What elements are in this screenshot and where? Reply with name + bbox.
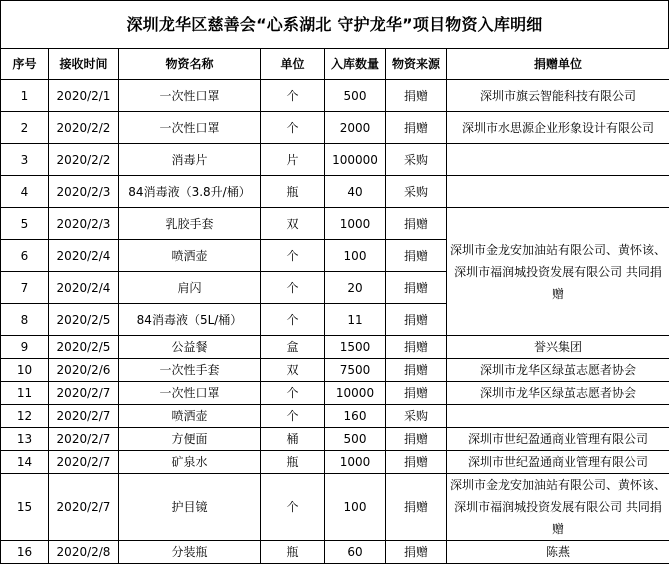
cell-date: 2020/2/7 [49, 382, 119, 405]
cell-no: 9 [1, 336, 49, 359]
cell-unit: 个 [261, 240, 325, 272]
header-quantity: 入库数量 [325, 49, 386, 80]
cell-quantity: 1500 [325, 336, 386, 359]
table-row [1, 80, 669, 112]
cell-donor: 陈燕 [447, 541, 669, 564]
cell-date: 2020/2/7 [49, 428, 119, 451]
cell-source: 捐赠 [386, 304, 447, 336]
cell-unit: 瓶 [261, 451, 325, 474]
cell-source: 采购 [386, 144, 447, 176]
cell-donor-merged: 深圳市金龙安加油站有限公司、黄怀该、深圳市福润城投资发展有限公司 共同捐赠 [447, 208, 669, 336]
cell-date: 2020/2/7 [49, 451, 119, 474]
cell-unit: 个 [261, 112, 325, 144]
cell-no: 10 [1, 359, 49, 382]
cell-donor: 誉兴集团 [447, 336, 669, 359]
cell-quantity: 500 [325, 80, 386, 112]
cell-date: 2020/2/7 [49, 405, 119, 428]
cell-quantity: 2000 [325, 112, 386, 144]
cell-item-name: 消毒片 [119, 144, 261, 176]
cell-unit: 桶 [261, 428, 325, 451]
cell-date: 2020/2/2 [49, 112, 119, 144]
table-row [1, 336, 669, 359]
cell-date: 2020/2/5 [49, 336, 119, 359]
cell-unit: 个 [261, 272, 325, 304]
cell-no: 1 [1, 80, 49, 112]
cell-no: 8 [1, 304, 49, 336]
cell-quantity: 1000 [325, 451, 386, 474]
cell-item-name: 肩闪 [119, 272, 261, 304]
cell-donor: 深圳市龙华区绿茧志愿者协会 [447, 382, 669, 405]
cell-source: 捐赠 [386, 272, 447, 304]
cell-date: 2020/2/6 [49, 359, 119, 382]
cell-source: 捐赠 [386, 112, 447, 144]
cell-unit: 盒 [261, 336, 325, 359]
cell-item-name: 方便面 [119, 428, 261, 451]
cell-date: 2020/2/1 [49, 80, 119, 112]
cell-source: 捐赠 [386, 382, 447, 405]
cell-source: 捐赠 [386, 336, 447, 359]
table-row [1, 474, 669, 541]
cell-no: 5 [1, 208, 49, 240]
cell-unit: 双 [261, 359, 325, 382]
table-row [1, 144, 669, 176]
cell-no: 16 [1, 541, 49, 564]
table-row [1, 176, 669, 208]
cell-no: 12 [1, 405, 49, 428]
cell-no: 6 [1, 240, 49, 272]
cell-unit: 个 [261, 405, 325, 428]
cell-date: 2020/2/2 [49, 144, 119, 176]
cell-item-name: 喷洒壶 [119, 405, 261, 428]
cell-item-name: 84消毒液（3.8升/桶） [119, 176, 261, 208]
cell-no: 3 [1, 144, 49, 176]
cell-no: 11 [1, 382, 49, 405]
cell-date: 2020/2/7 [49, 474, 119, 541]
cell-source: 捐赠 [386, 451, 447, 474]
cell-donor [447, 144, 669, 176]
cell-item-name: 公益餐 [119, 336, 261, 359]
cell-item-name: 一次性手套 [119, 359, 261, 382]
cell-date: 2020/2/4 [49, 240, 119, 272]
table-row [1, 208, 669, 240]
cell-source: 捐赠 [386, 359, 447, 382]
cell-unit: 个 [261, 382, 325, 405]
header-no: 序号 [1, 49, 49, 80]
cell-donor: 深圳市旗云智能科技有限公司 [447, 80, 669, 112]
header-row [1, 49, 669, 80]
cell-source: 捐赠 [386, 208, 447, 240]
cell-source: 捐赠 [386, 240, 447, 272]
cell-no: 13 [1, 428, 49, 451]
table-row [1, 112, 669, 144]
cell-quantity: 160 [325, 405, 386, 428]
cell-source: 采购 [386, 176, 447, 208]
cell-donor [447, 176, 669, 208]
table-row [1, 359, 669, 382]
table-row [1, 541, 669, 564]
cell-donor [447, 405, 669, 428]
cell-donor: 深圳市龙华区绿茧志愿者协会 [447, 359, 669, 382]
cell-unit: 片 [261, 144, 325, 176]
cell-date: 2020/2/3 [49, 208, 119, 240]
cell-source: 采购 [386, 405, 447, 428]
cell-donor: 深圳市金龙安加油站有限公司、黄怀该、深圳市福润城投资发展有限公司 共同捐赠 [447, 474, 669, 541]
cell-item-name: 矿泉水 [119, 451, 261, 474]
cell-date: 2020/2/4 [49, 272, 119, 304]
cell-quantity: 1000 [325, 208, 386, 240]
cell-no: 7 [1, 272, 49, 304]
header-unit: 单位 [261, 49, 325, 80]
cell-no: 14 [1, 451, 49, 474]
cell-quantity: 40 [325, 176, 386, 208]
cell-item-name: 护目镜 [119, 474, 261, 541]
cell-unit: 双 [261, 208, 325, 240]
cell-date: 2020/2/8 [49, 541, 119, 564]
header-source: 物资来源 [386, 49, 447, 80]
header-item-name: 物资名称 [119, 49, 261, 80]
cell-date: 2020/2/3 [49, 176, 119, 208]
cell-quantity: 10000 [325, 382, 386, 405]
cell-source: 捐赠 [386, 474, 447, 541]
table-row [1, 382, 669, 405]
cell-donor: 深圳市世纪盈通商业管理有限公司 [447, 451, 669, 474]
cell-source: 捐赠 [386, 80, 447, 112]
cell-unit: 瓶 [261, 541, 325, 564]
cell-item-name: 84消毒液（5L/桶） [119, 304, 261, 336]
cell-item-name: 乳胶手套 [119, 208, 261, 240]
cell-item-name: 喷洒壶 [119, 240, 261, 272]
cell-quantity: 100 [325, 240, 386, 272]
cell-unit: 瓶 [261, 176, 325, 208]
cell-quantity: 7500 [325, 359, 386, 382]
cell-no: 4 [1, 176, 49, 208]
cell-no: 2 [1, 112, 49, 144]
table-row [1, 451, 669, 474]
cell-quantity: 11 [325, 304, 386, 336]
header-date: 接收时间 [49, 49, 119, 80]
cell-unit: 个 [261, 474, 325, 541]
cell-donor: 深圳市水思源企业形象设计有限公司 [447, 112, 669, 144]
cell-unit: 个 [261, 80, 325, 112]
cell-quantity: 100 [325, 474, 386, 541]
table-row [1, 428, 669, 451]
cell-quantity: 60 [325, 541, 386, 564]
cell-item-name: 分装瓶 [119, 541, 261, 564]
cell-source: 捐赠 [386, 541, 447, 564]
cell-source: 捐赠 [386, 428, 447, 451]
page-title: 深圳龙华区慈善会“心系湖北 守护龙华”项目物资入库明细 [0, 0, 669, 48]
cell-item-name: 一次性口罩 [119, 382, 261, 405]
cell-unit: 个 [261, 304, 325, 336]
cell-quantity: 100000 [325, 144, 386, 176]
table-row [1, 405, 669, 428]
cell-date: 2020/2/5 [49, 304, 119, 336]
inventory-table [0, 48, 669, 564]
cell-quantity: 500 [325, 428, 386, 451]
cell-quantity: 20 [325, 272, 386, 304]
header-donor: 捐赠单位 [447, 49, 669, 80]
cell-donor: 深圳市世纪盈通商业管理有限公司 [447, 428, 669, 451]
cell-item-name: 一次性口罩 [119, 80, 261, 112]
cell-item-name: 一次性口罩 [119, 112, 261, 144]
cell-no: 15 [1, 474, 49, 541]
